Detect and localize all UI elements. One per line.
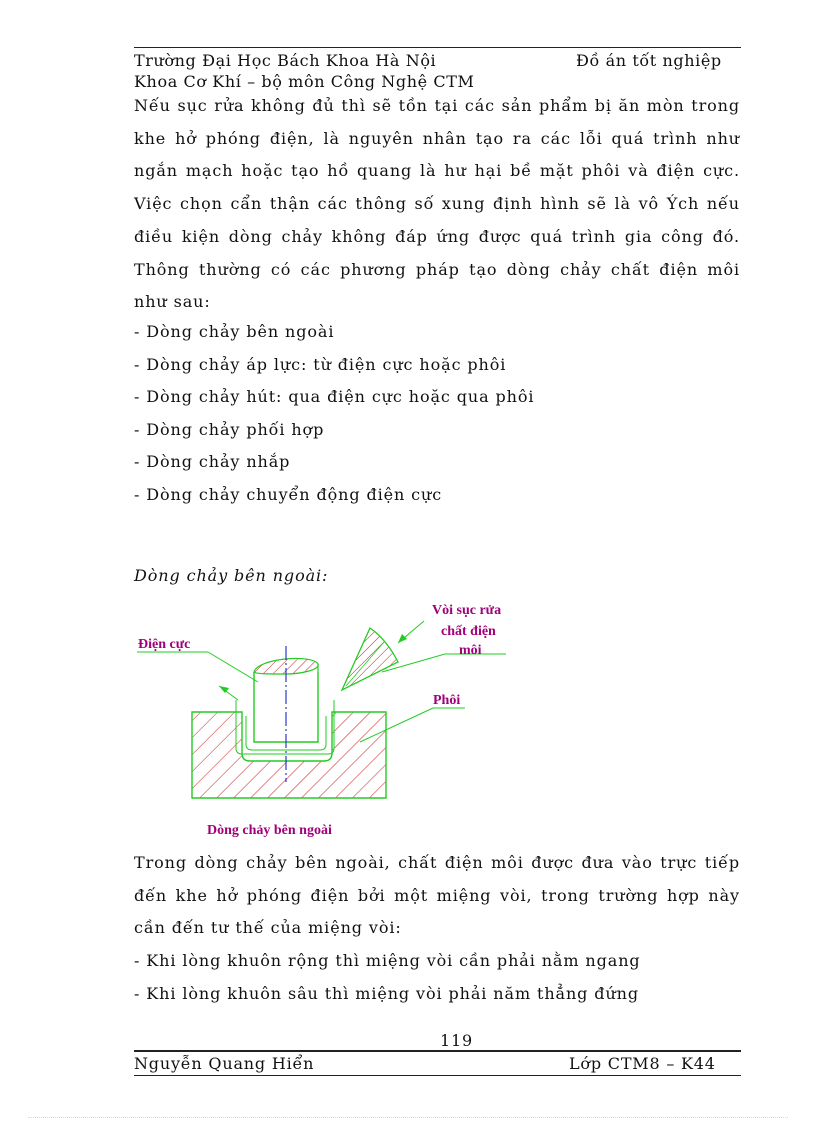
nozzle-shape (342, 628, 398, 690)
page-number: 119 (440, 1031, 473, 1050)
list-item: - Dòng chảy phối hợp (134, 419, 325, 439)
label-nozzle-line1: Vòi sục rửa (432, 603, 502, 618)
label-nozzle-line2: chất điện (441, 624, 496, 639)
conditions-list (134, 945, 740, 1010)
header-doc-type: Đồ án tốt nghiệp (576, 51, 722, 70)
list-item: - Dòng chảy áp lực: từ điện cực hoặc phôi (134, 354, 507, 374)
list-item: - Dòng chảy hút: qua điện cực hoặc qua phôi (134, 387, 535, 406)
leader-nozzle (382, 654, 506, 672)
flow-arrow-nozzle (398, 621, 424, 643)
list-item: - Dòng chảy chuyển động điện cực (134, 484, 443, 504)
figure-caption: Dòng chảy bên ngoài (207, 823, 332, 838)
list-item: - Khi lòng khuôn rộng thì miệng vòi cần phải nằm ngang (134, 951, 641, 970)
intro-paragraph: Nếu sục rửa không đủ thì sẽ tồn tại các sản phẩm bị ăn mòn trong khe hở phóng điện, là nguyên nhân tạo ra các lỗi quá trình như ngắn mạch hoặc tạo hồ quang là hư hại bề mặt phôi và điện cực. Việc chọn cẩn thận các thông số xung định hình sẽ là vô Ých nếu điều kiện dòng chảy không đáp ứng được quá trình gia công đó. Thông thường có các phương pháp tạo dòng chảy chất điện môi như sau: (134, 96, 740, 312)
flow-arrow-electrode (219, 686, 238, 700)
external-flow-diagram (0, 590, 816, 850)
footer-top-rule (134, 1050, 741, 1052)
list-item: - Dòng chảy bên ngoài (134, 322, 335, 341)
label-electrode: Điện cực (138, 637, 191, 652)
header-department: Khoa Cơ Khí – bộ môn Công Nghệ CTM (134, 72, 475, 91)
list-item: - Dòng chảy nhắp (134, 452, 291, 471)
section-heading: Dòng chảy bên ngoài: (134, 566, 329, 585)
label-nozzle-line3: môi (459, 643, 482, 658)
footer-bottom-rule (134, 1075, 741, 1076)
body-paragraph: Trong dòng chảy bên ngoài, chất điện môi được đưa vào trực tiếp đến khe hở phóng điện bởi một miệng vòi, trong trường hợp này cần đến tư thế của miệng vòi: (134, 853, 740, 938)
methods-list (134, 316, 740, 511)
list-item: - Khi lòng khuôn sâu thì miệng vòi phải năm thẳng đứng (134, 983, 639, 1003)
leader-electrode (137, 652, 258, 682)
footer-author: Nguyễn Quang Hiển (134, 1054, 315, 1073)
footer-class: Lớp CTM8 – K44 (569, 1054, 716, 1073)
page-edge-divider (28, 1117, 788, 1118)
header-university: Trường Đại Học Bách Khoa Hà Nội (134, 51, 437, 70)
label-workpiece: Phôi (433, 693, 461, 708)
header-top-rule (134, 47, 741, 48)
